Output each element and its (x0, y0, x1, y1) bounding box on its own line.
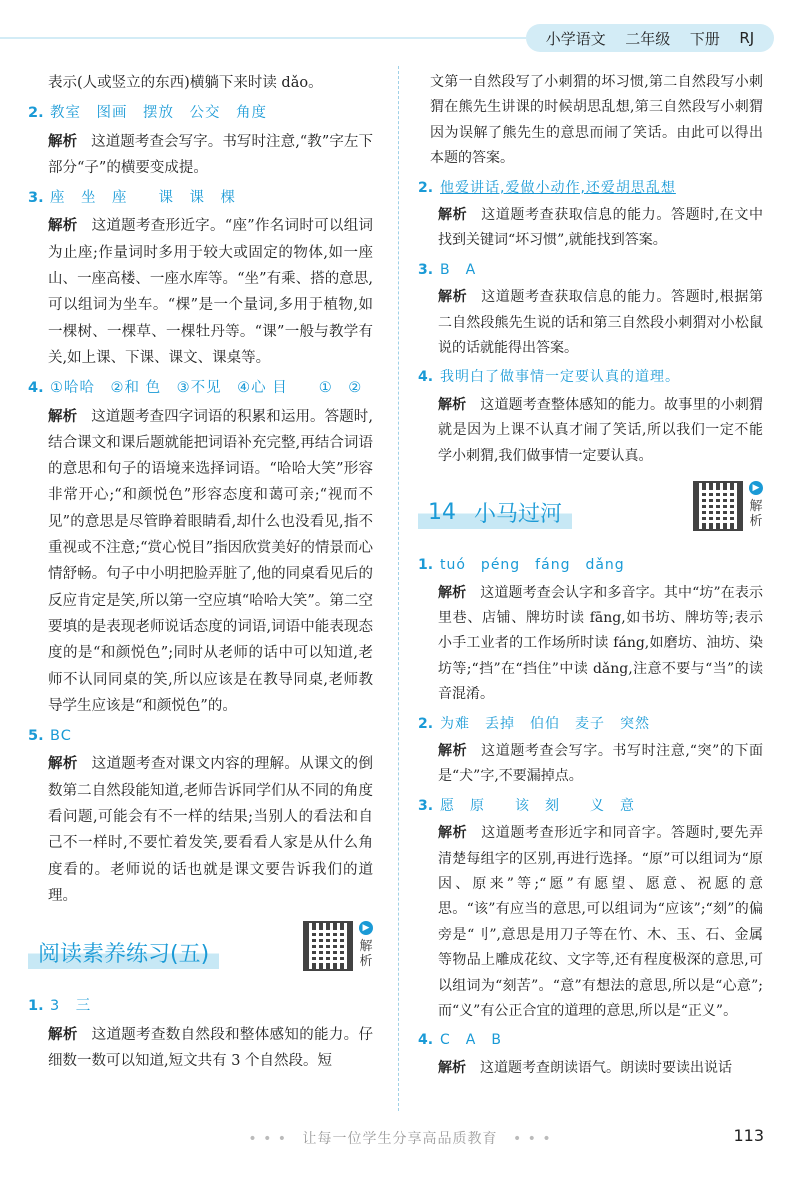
analysis-label: 解析 (48, 133, 78, 150)
item-number: 1. (28, 998, 44, 1015)
item-number: 4. (418, 369, 434, 386)
item-number: 3. (28, 190, 44, 207)
item-explanation (438, 1056, 763, 1081)
analysis-label: 解析 (438, 289, 468, 306)
header-edition: RJ (739, 29, 755, 47)
analysis-label: 解析 (438, 825, 468, 842)
lesson-title: 小马过河 (474, 501, 563, 527)
explanation-text: 这道题考查获取信息的能力。答题时,根据第二自然段熊先生说的话和第三自然段小刺猬对小松鼠说的话就能得出答案。 (438, 289, 764, 357)
intro-line: 表示(人或竖立的东西)横躺下来时读 dǎo。 (48, 75, 323, 91)
answer-item (418, 1028, 763, 1081)
item-answer: 教室 图画 摆放 公交 角度 (50, 105, 267, 122)
header-term: 下册 (689, 29, 720, 48)
explanation-text: 这道题考查会写字。书写时注意,“教”字左下部分“子”的横要变成提。 (48, 133, 374, 176)
answer-item (28, 185, 373, 371)
item-explanation (438, 821, 763, 1024)
explanation-text: 这道题考查对课文内容的理解。从课文的倒数第二自然段能知道,老师告诉同学们从不同的角度看问题,可能会有不一样的结果;当别人的看法和自己不一样时,不要忙着发笑,要看看人家是从什么角度看的。老师说的话也就是课文要告诉我们的道理。 (48, 756, 374, 904)
item-number: 5. (28, 728, 44, 745)
item-answer: 3 三 (50, 998, 92, 1015)
item-answer: BC (50, 728, 72, 745)
qr-label: 解析 (359, 939, 373, 970)
analysis-label: 解析 (438, 584, 467, 601)
explanation-text: 这道题考查获取信息的能力。答题时,在文中找到关键词“坏习惯”,就能找到答案。 (438, 207, 764, 249)
item-answer: 愿 原 该 刻 义 意 (440, 797, 635, 814)
item-answer: 为难 丢掉 伯伯 麦子 突然 (440, 715, 650, 732)
item-number: 2. (418, 179, 434, 196)
page-number: 113 (733, 1126, 764, 1145)
item-number: 2. (418, 715, 434, 732)
footer-dots-left: • • • (248, 1131, 288, 1147)
answer-item (418, 258, 763, 362)
explanation-text: 这道题考查会认字和多音字。其中“坊”在表示里巷、店铺、牌坊时读 fāng,如书坊、牌坊等;表示小手工业者的工作场所时读 fáng,如磨坊、油坊、染坊等;“挡”在“挡住”中读 dǎng,注意不要与“当”的读音混淆。 (438, 584, 763, 703)
section-title: 阅读素养练习(五) (28, 935, 219, 969)
item-explanation (48, 213, 373, 371)
item-number: 3. (418, 261, 434, 278)
answer-item (28, 375, 373, 719)
analysis-label: 解析 (48, 408, 78, 425)
qr-code-icon[interactable] (693, 481, 743, 531)
item-explanation (438, 581, 763, 708)
item-explanation (48, 129, 373, 182)
item-explanation (438, 739, 763, 790)
answer-item (418, 553, 763, 707)
item-answer: ①哈哈 ②和 色 ③不见 ④心 目 ① ② (50, 380, 363, 397)
answer-item (418, 794, 763, 1025)
answer-item (28, 723, 373, 909)
item-number: 4. (418, 1032, 434, 1049)
section-reading-practice (28, 921, 373, 985)
item-explanation (438, 203, 763, 254)
analysis-label: 解析 (48, 218, 78, 235)
analysis-label: 解析 (48, 756, 78, 773)
analysis-label: 解析 (438, 207, 468, 224)
play-icon: ▶ (749, 481, 763, 495)
lesson-number: 14 (428, 499, 456, 525)
footer-slogan: 让每一位学生分享高品质教育 (302, 1131, 498, 1147)
header-badge (526, 24, 774, 52)
explanation-text: 这道题考查四字词语的积累和运用。答题时,结合课文和课后题就能把词语补充完整,再结合词语的意思和句子的语境来选择词语。“哈哈大笑”形容非常开心;“和颜悦色”形容态度和蔼可亲;“视而不见”的意思是尽管睁着眼睛看,却什么也没看见,指不重视或不注意;“赏心悦目”指因欣赏美好的情景而心情舒畅。句子中小明把脸弄脏了,他的同桌看见后的反应肯定是笑,所以第一空应填“哈哈大笑”。第二空要填的是表现老师说话态度的词语,词语中能表现态度的是“和颜悦色”;同时从老师的话中可以知道,老师不认同同桌的笑,所以应该是在教导同桌,老师教导学生应该是“和颜悦色”的。 (48, 408, 374, 714)
section-title (418, 495, 572, 529)
explanation-text: 这道题考查朗读语气。朗读时要读出说话 (480, 1059, 732, 1076)
section-lesson-14 (418, 481, 763, 545)
explanation-text: 这道题考查数自然段和整体感知的能力。仔细数一数可以知道,短文共有 3 个自然段。短 (48, 1026, 374, 1069)
item-explanation (48, 404, 373, 720)
item-answer: tuó péng fáng dǎng (440, 557, 625, 574)
item-answer: 我明白了做事情一定要认真的道理。 (440, 369, 680, 386)
play-icon: ▶ (359, 921, 373, 935)
item-number: 3. (418, 797, 434, 814)
analysis-label: 解析 (48, 1026, 78, 1043)
answer-item (418, 712, 763, 790)
item-number: 4. (28, 380, 44, 397)
answer-item (28, 993, 373, 1074)
analysis-label: 解析 (438, 1059, 466, 1076)
item-explanation (48, 1022, 373, 1075)
item-answer: C A B (440, 1032, 502, 1049)
explanation-text: 这道题考查形近字。“座”作名词时可以组词为止座;作量词时多用于较大或固定的物体,如一座山、一座高楼、一座水库等。“坐”有乘、搭的意思,可以组词为坐车。“棵”是一个量词,多用于植物,如一棵树、一棵草、一棵牡丹等。“课”一般与教学有关,如上课、下课、课文、课桌等。 (48, 218, 374, 366)
item-explanation (438, 285, 763, 361)
continued-text: 文第一自然段写了小刺猬的坏习惯,第二自然段写小刺猬在熊先生讲课的时候胡思乱想,第三自然段写小刺猬因为误解了熊先生的意思而闹了笑话。由此可以得出本题的答案。 (430, 74, 763, 167)
answer-item (418, 365, 763, 469)
item-answer: B A (440, 261, 477, 278)
header-subject: 小学语文 (545, 29, 606, 48)
answer-item (418, 176, 763, 254)
qr-code-icon[interactable] (303, 921, 353, 971)
column-divider (398, 66, 399, 1111)
analysis-label: 解析 (438, 396, 467, 413)
qr-label: 解析 (749, 499, 763, 530)
explanation-text: 这道题考查形近字和同音字。答题时,要先弄清楚每组字的区别,再进行选择。“原”可以组词为“原因、原来”等;“愿”有愿望、愿意、祝愿的意思。“该”有应当的意思,可以组词为“应该”;“刻”的偏旁是“刂”,意思是用刀子等在竹、木、玉、石、金属等物品上雕成花纹、文字等,还有程度极深的意思,可以组词为“刻苦”。“意”有想法的意思,所以是“心意”;而“义”有公正合宜的道理的意思,所以是“正义”。 (438, 825, 764, 1019)
footer (0, 1128, 800, 1148)
item-number: 2. (28, 105, 44, 122)
answer-item (28, 100, 373, 181)
item-number: 1. (418, 557, 434, 574)
left-column (28, 70, 373, 1076)
item-explanation (48, 751, 373, 909)
item-explanation (438, 393, 763, 469)
explanation-text: 这道题考查整体感知的能力。故事里的小刺猬就是因为上课不认真才闹了笑话,所以我们一定不能学小刺猬,我们做事情一定要认真。 (438, 396, 764, 464)
analysis-label: 解析 (438, 742, 468, 759)
header-grade: 二年级 (625, 29, 671, 48)
explanation-text: 这道题考查会写字。书写时注意,“突”的下面是“犬”字,不要漏掉点。 (438, 742, 764, 785)
header-rule (0, 37, 526, 39)
item-answer: 座 坐 座 课 课 棵 (50, 190, 236, 207)
item-answer: 他爱讲话,爱做小动作,还爱胡思乱想 (440, 179, 676, 196)
footer-dots-right: • • • (512, 1131, 552, 1147)
right-column (418, 70, 763, 1083)
